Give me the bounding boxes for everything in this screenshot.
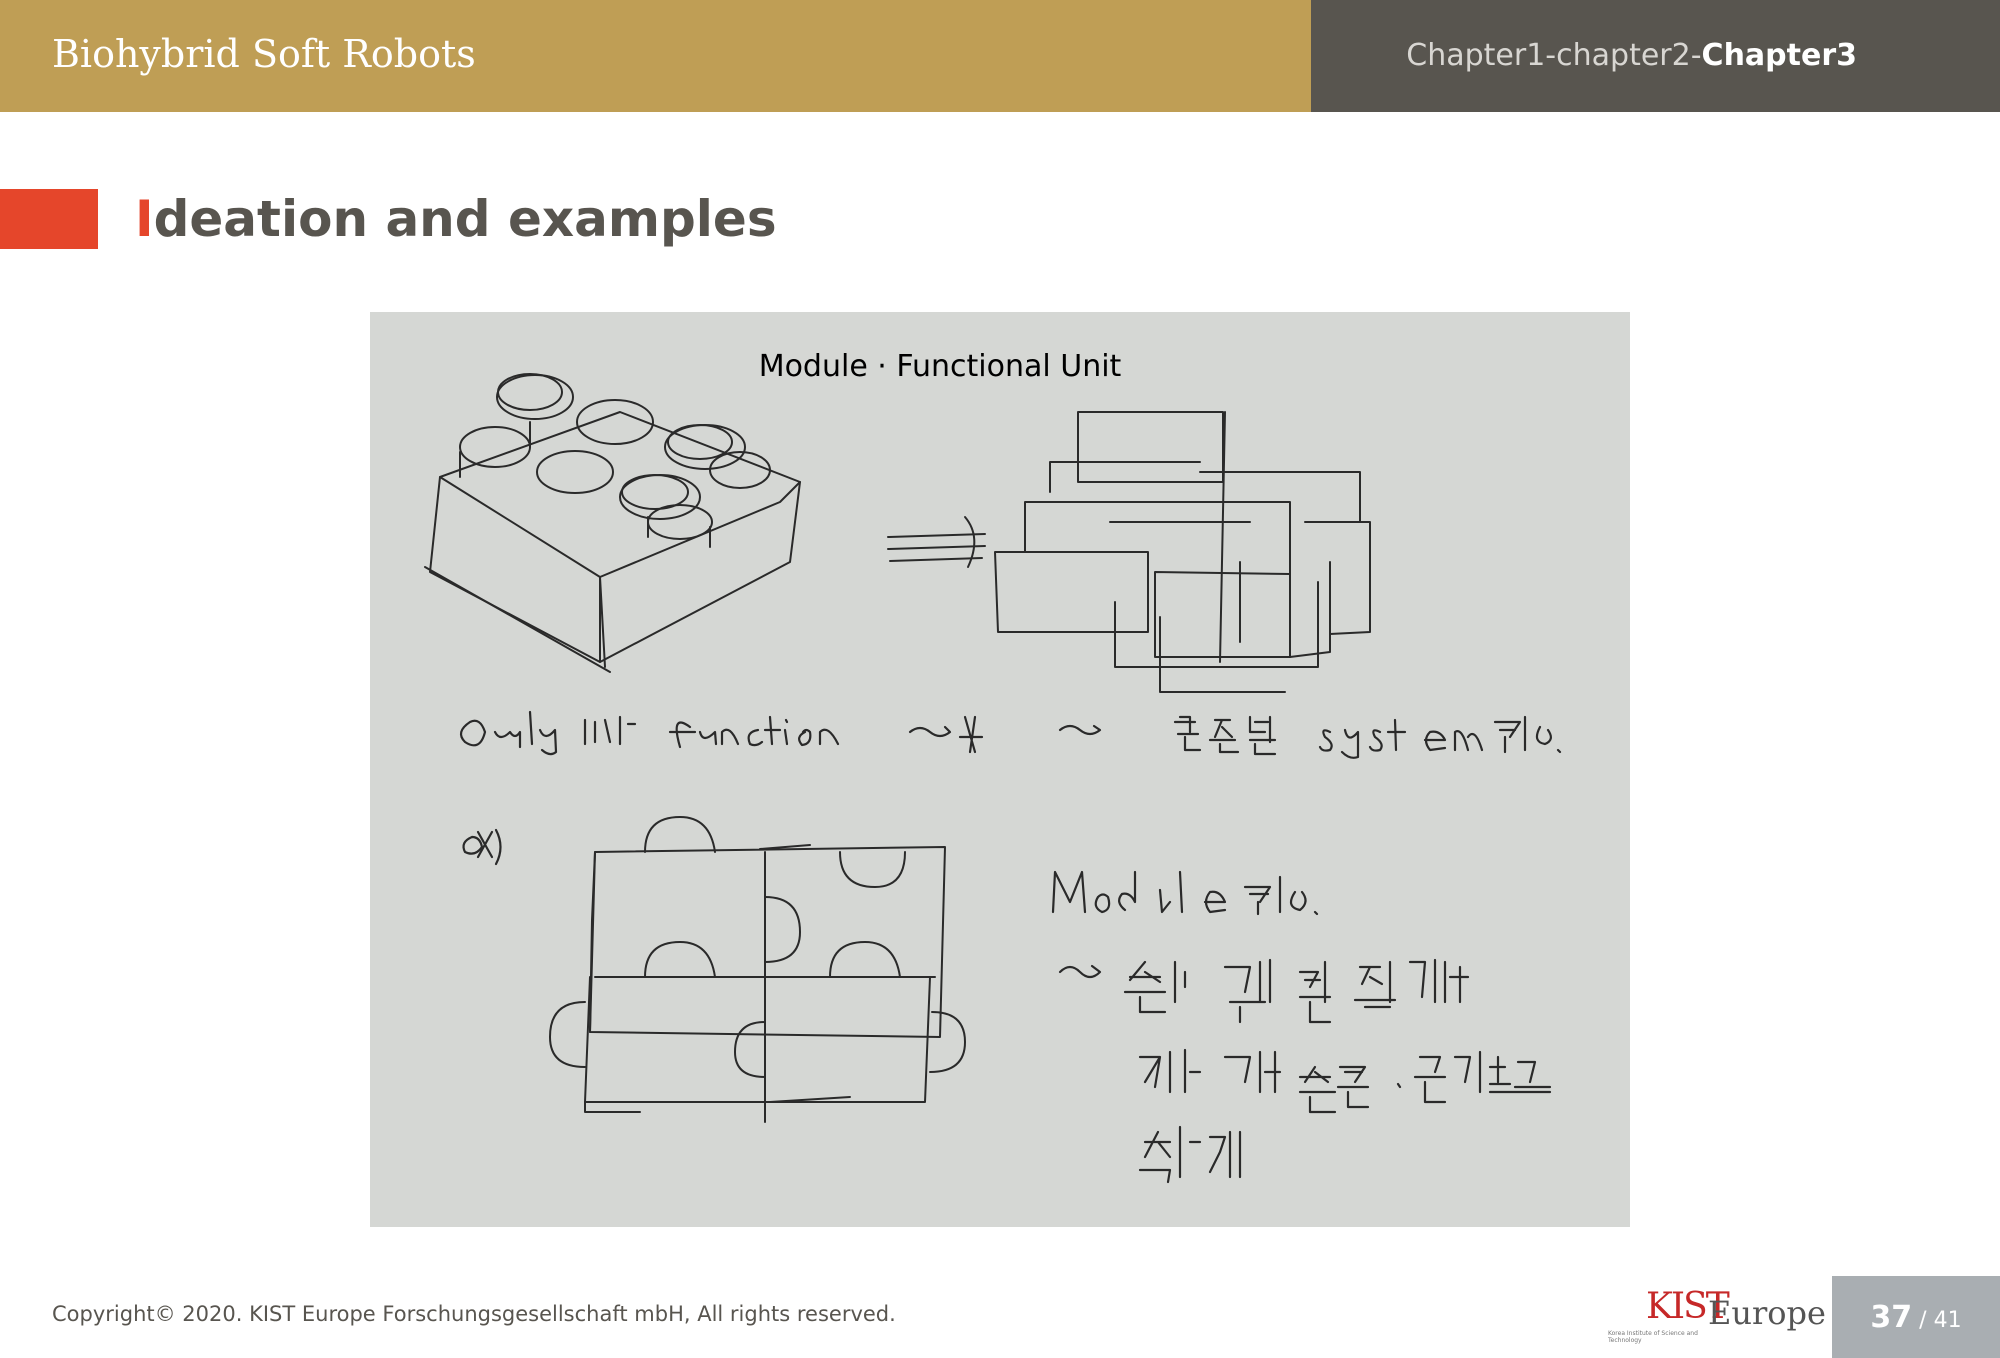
kist-europe-logo bbox=[1608, 1286, 1826, 1344]
handwriting-line-drawing bbox=[461, 712, 1560, 758]
header-bar-right bbox=[1311, 0, 2000, 112]
logo-europe-text: Europe bbox=[1708, 1294, 1826, 1332]
logo-subtitle: Korea Institute of Science and Technology bbox=[1608, 1330, 1698, 1344]
deck-title: Biohybrid Soft Robots bbox=[52, 32, 476, 76]
page-number bbox=[1832, 1300, 2000, 1335]
hand-drawn-sketch bbox=[370, 312, 1630, 1227]
chapter-nav bbox=[1406, 38, 1857, 73]
chapter-current: Chapter3 bbox=[1701, 38, 1857, 73]
slide-title-first-letter: I bbox=[135, 190, 154, 248]
chapter-prefix: Chapter1-chapter2- bbox=[1406, 38, 1702, 73]
korean-notes-drawing bbox=[1053, 872, 1550, 1182]
page-indicator bbox=[1832, 1276, 2000, 1358]
page-separator: / bbox=[1912, 1308, 1934, 1333]
page-current: 37 bbox=[1870, 1300, 1913, 1335]
slide-title bbox=[135, 190, 777, 248]
copyright-notice: Copyright© 2020. KIST Europe Forschungsgesellschaft mbH, All rights reserved. bbox=[52, 1302, 896, 1326]
module-rectangles-drawing bbox=[995, 412, 1370, 692]
sketch-caption: Module · Functional Unit bbox=[758, 349, 1122, 384]
lego-brick-drawing bbox=[425, 374, 800, 672]
example-label-drawing bbox=[464, 830, 501, 864]
sketch-image bbox=[370, 312, 1630, 1227]
logo-kist-text: KIST bbox=[1646, 1286, 1728, 1327]
title-accent-bar bbox=[0, 189, 98, 249]
header-bar-left bbox=[0, 0, 1311, 112]
puzzle-pieces-drawing bbox=[550, 817, 965, 1122]
slide-title-rest: deation and examples bbox=[153, 190, 777, 248]
page-total: 41 bbox=[1933, 1308, 1962, 1333]
implies-arrow-drawing bbox=[888, 517, 985, 567]
